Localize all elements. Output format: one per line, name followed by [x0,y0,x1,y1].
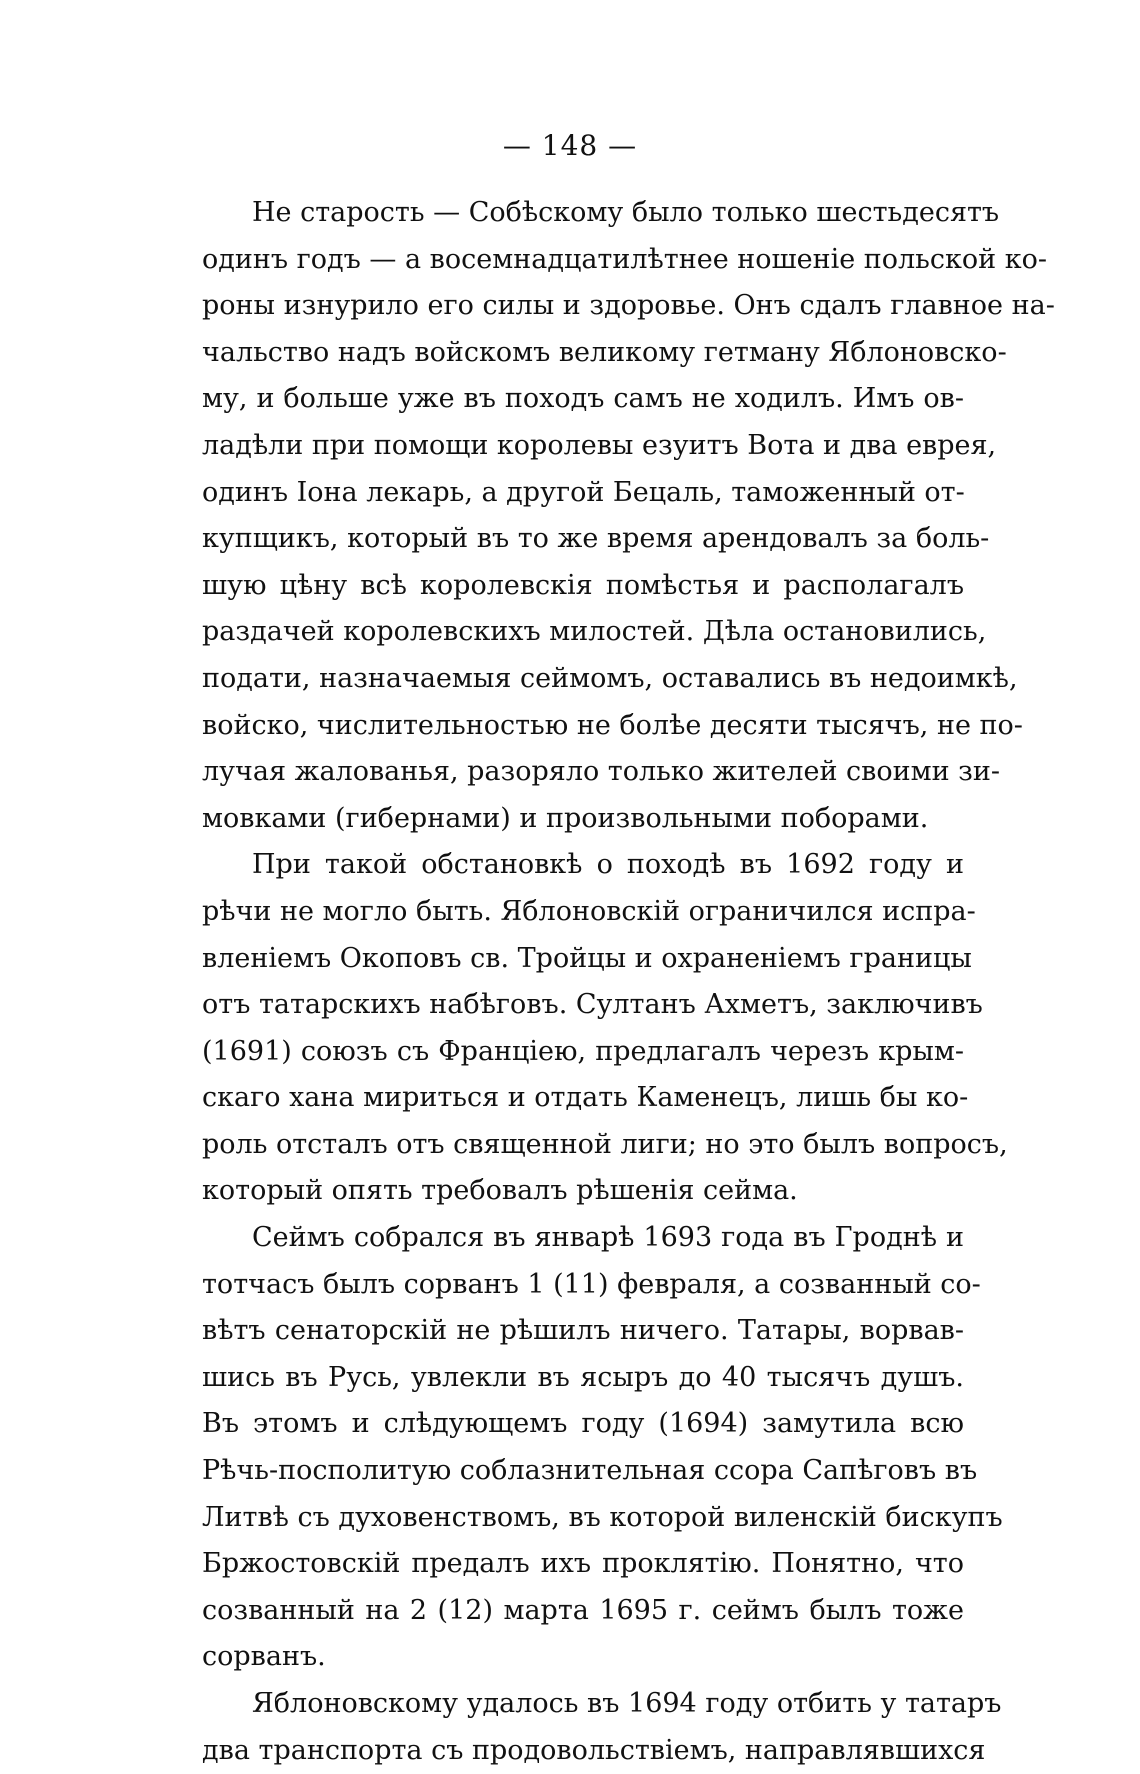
text-line: подати, назначаемыя сеймомъ, оставались въ недоимкѣ, [202,662,1018,694]
text-line: рѣчи не могло быть. Яблоновскій ограничился испра- [202,895,976,927]
text-line: шись въ Русь, увлекли въ ясыръ до 40 тысячъ душъ. [202,1361,964,1393]
text-line: Бржостовскій предалъ ихъ проклятію. Понятно, что [202,1548,964,1580]
text-line: роны изнурило его силы и здоровье. Онъ сдалъ главное на- [202,290,1055,322]
paragraph-1 [202,190,1055,842]
text-line: Не старость — Собѣскому было только шестьдесятъ [252,197,1000,228]
paragraph-3 [202,1215,1003,1681]
text-line: чальство надъ войскомъ великому гетману Яблоновско- [202,336,1007,368]
text-line: тотчасъ былъ сорванъ 1 (11) февраля, а созванный со- [202,1268,981,1300]
paragraph-2 [202,842,1008,1215]
text-line: Яблоновскому удалось въ 1694 году отбить у татаръ [252,1688,1002,1719]
text-line: шую цѣну всѣ королевскія помѣстья и располагалъ [202,569,964,601]
text-line: (1691) союзъ съ Франціею, предлагалъ черезъ крым- [202,1035,964,1067]
body-text [202,190,1055,1774]
text-line: вленіемъ Окоповъ св. Тройцы и охраненіемъ границы [202,942,972,974]
text-line: одинъ годъ — а восемнадцатилѣтнее ношеніе польской ко- [202,243,1047,275]
text-line: Литвѣ съ духовенствомъ, въ которой виленскій бискупъ [202,1501,1003,1533]
text-line: купщикъ, который въ то же время арендовалъ за боль- [202,523,990,555]
text-line: войско, числительностью не болѣе десяти тысячъ, не по- [202,709,1023,741]
text-line: роль отсталъ отъ священной лиги; но это былъ вопросъ, [202,1128,1008,1160]
text-line: Въ этомъ и слѣдующемъ году (1694) замутила всю [202,1408,964,1440]
text-line: Рѣчь-посполитую соблазнительная ссора Сапѣговъ въ [202,1455,978,1487]
text-line: сорванъ. [202,1641,326,1673]
text-line: отъ татарскихъ набѣговъ. Султанъ Ахметъ, заключивъ [202,989,983,1021]
text-line: лучая жалованья, разоряло только жителей своими зи- [202,756,1001,788]
text-line: При такой обстановкѣ о походѣ въ 1692 году и [252,849,964,881]
page-number: — 148 — [502,129,638,162]
text-line: созванный на 2 (12) марта 1695 г. сеймъ былъ тоже [202,1594,964,1626]
text-line: скаго хана мириться и отдать Каменецъ, лишь бы ко- [202,1082,969,1114]
text-line: му, и больше уже въ походъ самъ не ходилъ. Имъ ов- [202,383,964,415]
text-line: ладѣли при помощи королевы езуитъ Вота и два еврея, [202,429,997,461]
text-line: одинъ Іона лекарь, а другой Бецаль, таможенный от- [202,476,965,508]
text-line: два транспорта съ продовольствіемъ, направлявшихся [202,1734,986,1766]
text-line: вѣтъ сенаторскій не рѣшилъ ничего. Татары, ворвав- [202,1315,964,1347]
paragraph-4 [202,1681,1002,1774]
text-line: который опять требовалъ рѣшенія сейма. [202,1175,798,1207]
text-line: раздачей королевскихъ милостей. Дѣла остановились, [202,616,987,648]
text-line: Сеймъ собрался въ январѣ 1693 года въ Гроднѣ и [252,1222,964,1254]
text-line: мовками (гибернами) и произвольными поборами. [202,802,929,834]
